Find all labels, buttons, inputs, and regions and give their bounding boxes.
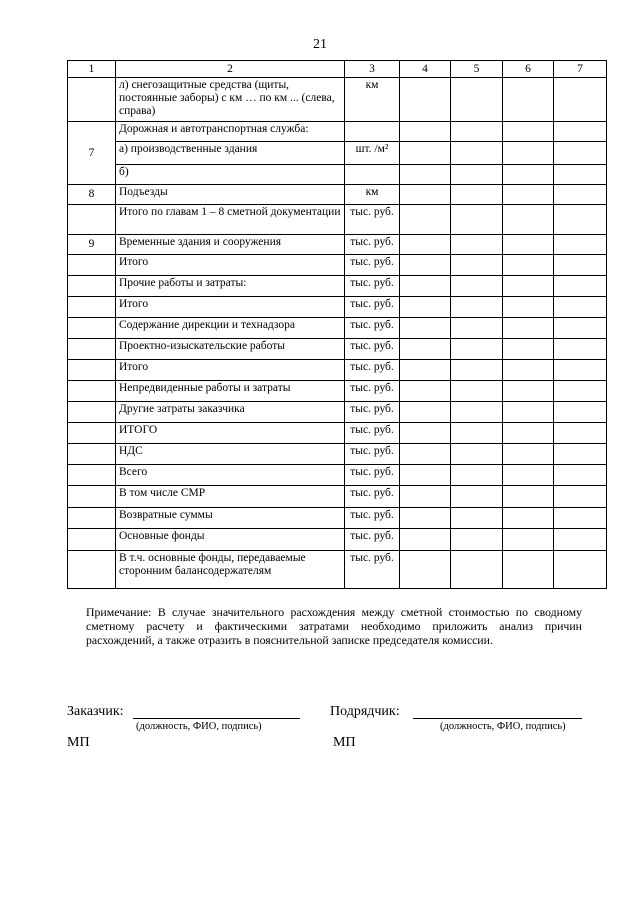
row-number-cell: 9 [68,235,116,255]
empty-value-cell [400,165,451,185]
empty-value-cell [400,551,451,589]
empty-value-cell [503,444,554,465]
empty-value-cell [503,142,554,165]
empty-value-cell [503,205,554,235]
unit-cell: тыс. руб. [345,276,400,297]
empty-value-cell [400,78,451,122]
empty-value-cell [503,402,554,423]
row-number-cell [68,508,116,529]
empty-value-cell [503,423,554,444]
empty-value-cell [503,508,554,529]
unit-cell: тыс. руб. [345,529,400,551]
empty-value-cell [451,444,503,465]
table-row [68,205,607,235]
customer-label: Заказчик: [67,704,124,719]
row-number-cell [68,551,116,589]
empty-value-cell [554,276,607,297]
column-header: 6 [503,61,554,78]
empty-value-cell [451,205,503,235]
empty-value-cell [400,235,451,255]
row-number-cell [68,423,116,444]
column-header: 7 [554,61,607,78]
row-number-cell [68,318,116,339]
empty-value-cell [554,381,607,402]
empty-value-cell [503,297,554,318]
empty-value-cell [554,165,607,185]
empty-value-cell [554,360,607,381]
empty-value-cell [400,423,451,444]
empty-value-cell [400,486,451,508]
empty-value-cell [451,339,503,360]
table-row [68,423,607,444]
table-row [68,529,607,551]
customer-signature-line [133,718,300,719]
item-name-cell: Проектно-изыскательские работы [116,339,345,360]
contractor-signature-caption: (должность, ФИО, подпись) [440,721,566,732]
empty-value-cell [451,122,503,142]
empty-value-cell [503,465,554,486]
empty-value-cell [451,165,503,185]
unit-cell: тыс. руб. [345,255,400,276]
empty-value-cell [451,486,503,508]
unit-cell: тыс. руб. [345,551,400,589]
empty-value-cell [503,122,554,142]
empty-value-cell [451,297,503,318]
item-name-cell: Всего [116,465,345,486]
column-header: 2 [116,61,345,78]
row-number-cell [68,276,116,297]
table-row [68,165,607,185]
contractor-label: Подрядчик: [330,704,400,719]
contractor-signature-line [413,718,582,719]
unit-cell: тыс. руб. [345,465,400,486]
table-row [68,185,607,205]
table-row [68,444,607,465]
empty-value-cell [503,486,554,508]
item-name-cell: В том числе СМР [116,486,345,508]
empty-value-cell [400,465,451,486]
empty-value-cell [554,339,607,360]
empty-value-cell [503,276,554,297]
table-header-row [68,61,607,78]
customer-stamp: МП [67,735,90,750]
unit-cell [345,165,400,185]
customer-signature-caption: (должность, ФИО, подпись) [136,721,262,732]
table-row [68,122,607,142]
empty-value-cell [554,465,607,486]
empty-value-cell [554,318,607,339]
empty-value-cell [451,185,503,205]
empty-value-cell [503,339,554,360]
item-name-cell: Непредвиденные работы и затраты [116,381,345,402]
item-name-cell: Итого [116,297,345,318]
estimate-table [67,60,607,589]
empty-value-cell [554,508,607,529]
item-name-cell: ИТОГО [116,423,345,444]
empty-value-cell [554,529,607,551]
empty-value-cell [400,360,451,381]
empty-value-cell [554,205,607,235]
table-row [68,318,607,339]
empty-value-cell [451,318,503,339]
item-name-cell: Другие затраты заказчика [116,402,345,423]
empty-value-cell [451,360,503,381]
empty-value-cell [554,551,607,589]
column-header: 3 [345,61,400,78]
item-name-cell: б) [116,165,345,185]
unit-cell: тыс. руб. [345,360,400,381]
item-name-cell: л) снегозащитные средства (щиты, постоянные заборы) с км … по км ... (слева, справа) [116,78,345,122]
item-name-cell: Временные здания и сооружения [116,235,345,255]
row-number-cell [68,297,116,318]
empty-value-cell [503,318,554,339]
unit-cell: тыс. руб. [345,205,400,235]
unit-cell: тыс. руб. [345,402,400,423]
unit-cell: тыс. руб. [345,423,400,444]
empty-value-cell [451,551,503,589]
table-row [68,142,607,165]
empty-value-cell [451,508,503,529]
unit-cell: тыс. руб. [345,297,400,318]
note-paragraph: Примечание: В случае значительного расхождения между сметной стоимостью по сводному сметному расчету и фактическими затратами необходимо приложить анализ причин расхождений, а также отразить в пояснительной записке председателя комиссии. [86,605,582,647]
table-row [68,486,607,508]
empty-value-cell [503,360,554,381]
empty-value-cell [400,381,451,402]
empty-value-cell [451,255,503,276]
empty-value-cell [503,551,554,589]
column-header: 1 [68,61,116,78]
contractor-stamp: МП [333,735,356,750]
empty-value-cell [451,381,503,402]
item-name-cell: Основные фонды [116,529,345,551]
empty-value-cell [451,78,503,122]
empty-value-cell [400,402,451,423]
unit-cell [345,122,400,142]
empty-value-cell [503,381,554,402]
row-number-cell [68,205,116,235]
unit-cell: км [345,78,400,122]
item-name-cell: Итого по главам 1 – 8 сметной документации [116,205,345,235]
unit-cell: тыс. руб. [345,508,400,529]
empty-value-cell [554,142,607,165]
column-header: 4 [400,61,451,78]
item-name-cell: Итого [116,255,345,276]
empty-value-cell [400,142,451,165]
unit-cell: тыс. руб. [345,381,400,402]
empty-value-cell [554,486,607,508]
row-number-cell [68,529,116,551]
empty-value-cell [554,402,607,423]
table-row [68,255,607,276]
page-number: 21 [313,37,327,52]
empty-value-cell [503,165,554,185]
item-name-cell: а) производственные здания [116,142,345,165]
unit-cell: км [345,185,400,205]
empty-value-cell [451,276,503,297]
empty-value-cell [451,423,503,444]
empty-value-cell [503,185,554,205]
column-header: 5 [451,61,503,78]
empty-value-cell [503,529,554,551]
empty-value-cell [451,142,503,165]
unit-cell: тыс. руб. [345,339,400,360]
empty-value-cell [400,508,451,529]
table-row [68,508,607,529]
table-row [68,465,607,486]
unit-cell: тыс. руб. [345,486,400,508]
item-name-cell: Дорожная и автотранспортная служба: [116,122,345,142]
unit-cell: тыс. руб. [345,235,400,255]
empty-value-cell [554,122,607,142]
item-name-cell: Прочие работы и затраты: [116,276,345,297]
empty-value-cell [400,205,451,235]
empty-value-cell [503,235,554,255]
row-number-cell [68,339,116,360]
table-row [68,339,607,360]
row-number-cell [68,486,116,508]
empty-value-cell [400,122,451,142]
row-number-cell [68,402,116,423]
empty-value-cell [451,529,503,551]
empty-value-cell [400,185,451,205]
empty-value-cell [451,402,503,423]
item-name-cell: Возвратные суммы [116,508,345,529]
table-row [68,297,607,318]
table-row [68,381,607,402]
empty-value-cell [451,235,503,255]
unit-cell: шт. /м² [345,142,400,165]
item-name-cell: Итого [116,360,345,381]
empty-value-cell [554,255,607,276]
empty-value-cell [503,255,554,276]
table-row [68,402,607,423]
empty-value-cell [554,444,607,465]
item-name-cell: Подъезды [116,185,345,205]
empty-value-cell [400,318,451,339]
table-row [68,78,607,122]
empty-value-cell [554,235,607,255]
row-number-cell: 7 [68,122,116,185]
empty-value-cell [400,297,451,318]
row-number-cell [68,381,116,402]
unit-cell: тыс. руб. [345,444,400,465]
table-row [68,235,607,255]
empty-value-cell [400,444,451,465]
empty-value-cell [503,78,554,122]
table-row [68,276,607,297]
row-number-cell [68,465,116,486]
item-name-cell: НДС [116,444,345,465]
table-row [68,360,607,381]
unit-cell: тыс. руб. [345,318,400,339]
empty-value-cell [400,255,451,276]
empty-value-cell [400,276,451,297]
empty-value-cell [554,297,607,318]
table-row [68,551,607,589]
row-number-cell [68,444,116,465]
row-number-cell: 8 [68,185,116,205]
item-name-cell: В т.ч. основные фонды, передаваемые сторонним балансодержателям [116,551,345,589]
row-number-cell [68,78,116,122]
item-name-cell: Содержание дирекции и технадзора [116,318,345,339]
empty-value-cell [400,529,451,551]
empty-value-cell [554,423,607,444]
row-number-cell [68,255,116,276]
empty-value-cell [400,339,451,360]
row-number-cell [68,360,116,381]
empty-value-cell [554,78,607,122]
empty-value-cell [554,185,607,205]
empty-value-cell [451,465,503,486]
